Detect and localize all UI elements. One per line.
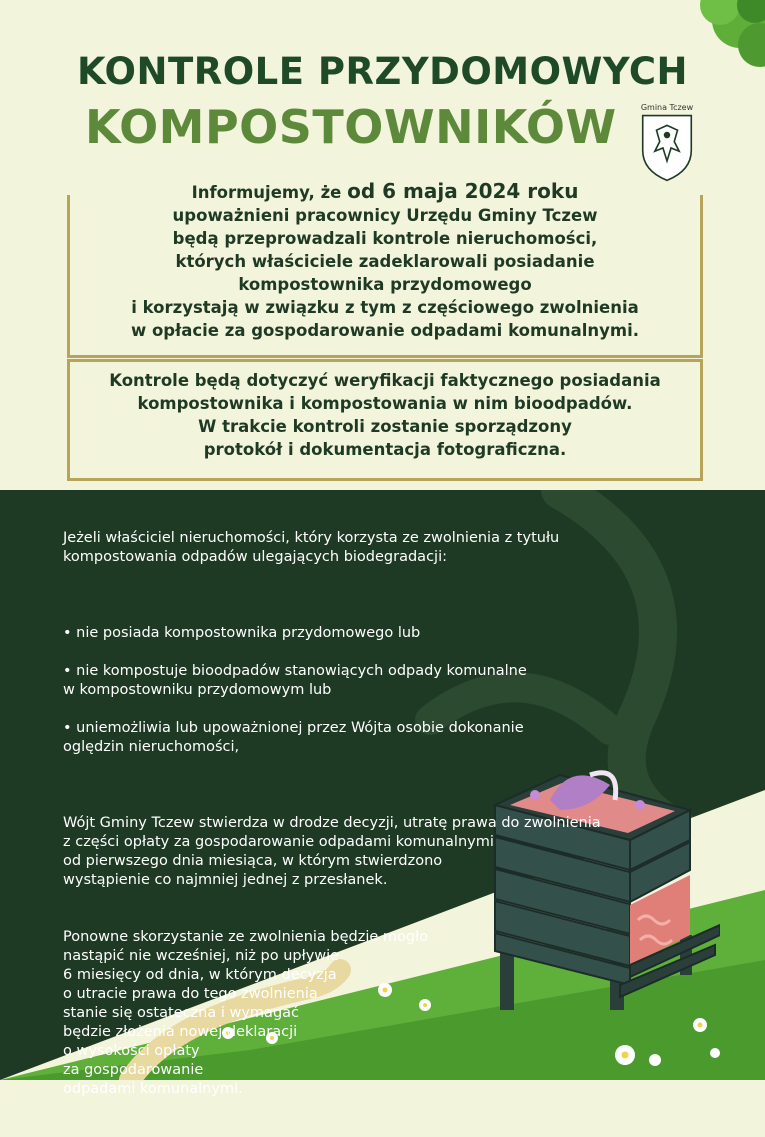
body-intro: Jeżeli właściciel nieruchomości, który korzysta ze zwolnienia z tytułu kompostowania odpadów ulegających biodegradacji: <box>63 530 560 565</box>
info-line7: w opłacie za gospodarowanie odpadami komunalnymi. <box>130 321 640 340</box>
info-line4: których właściciele zadeklarowali posiadanie <box>175 252 595 271</box>
body-paragraph-renewal: Ponowne skorzystanie ze zwolnienia będzie mogło nastąpić nie wcześniej, niż po upływie 6 miesięcy od dnia, w którym decyzja o utracie prawa do tego zwolnienia stanie się ostateczna i wymagać będzie złożenia nowej deklaracji o wysokości opłaty za gospodarowanie odpadami komunalnymi. <box>63 929 429 1097</box>
control-line2: kompostownika i kompostowania w nim bioodpadów. <box>137 394 633 413</box>
info-box <box>67 180 703 342</box>
logo-label: Gmina Tczew <box>640 103 694 112</box>
info-line1-prefix: Informujemy, że <box>191 183 348 202</box>
body-text <box>63 510 703 1137</box>
control-box <box>67 369 703 461</box>
list-item: • uniemożliwia lub upoważnionej przez Wójta osobie dokonanie oględzin nieruchomości, <box>63 720 524 755</box>
condition-list <box>63 605 703 776</box>
list-item: • nie kompostuje bioodpadów stanowiących odpady komunalne w kompostowniku przydomowym lub <box>63 663 527 698</box>
info-line5: kompostownika przydomowego <box>238 275 532 294</box>
control-line4: protokół i dokumentacja fotograficzna. <box>203 440 567 459</box>
page-title-line2: KOMPOSTOWNIKÓW <box>85 100 617 154</box>
page-title-line1: KONTROLE PRZYDOMOWYCH <box>77 50 688 93</box>
info-line6: i korzystają w związku z tym z częściowego zwolnienia <box>131 298 639 317</box>
info-date-highlight: od 6 maja 2024 roku <box>347 179 579 203</box>
info-line2: upoważnieni pracownicy Urzędu Gminy Tczew <box>172 206 598 225</box>
list-item: • nie posiada kompostownika przydomowego lub <box>63 625 421 641</box>
gmina-tczew-crest-icon <box>632 114 702 182</box>
body-paragraph-decision: Wójt Gminy Tczew stwierdza w drodze decyzji, utratę prawa do zwolnienia z części opłaty za gospodarowanie odpadami komunalnymi od pierwszego dnia miesiąca, w którym stwierdzono wystąpienie co najmniej jednej z przesłanek. <box>63 815 601 888</box>
info-line3: będą przeprowadzali kontrole nieruchomości, <box>172 229 598 248</box>
control-line1: Kontrole będą dotyczyć weryfikacji faktycznego posiadania <box>109 371 661 390</box>
control-line3: W trakcie kontroli zostanie sporządzony <box>198 417 572 436</box>
